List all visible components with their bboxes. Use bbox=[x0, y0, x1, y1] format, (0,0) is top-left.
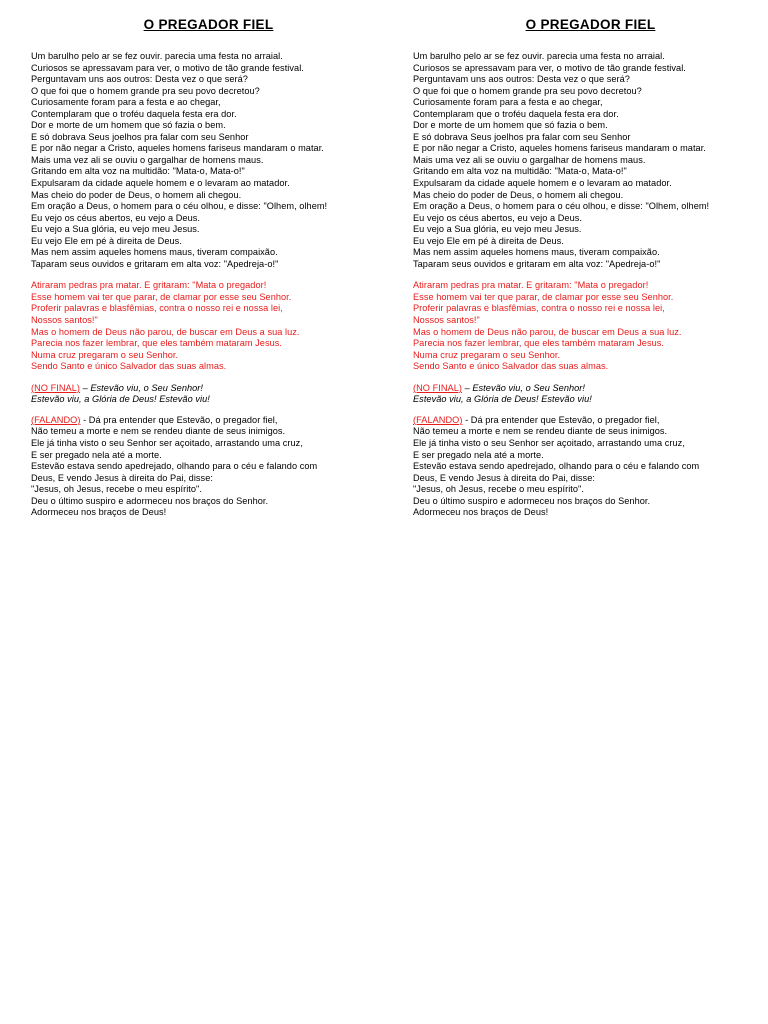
chorus-line: Esse homem vai ter que parar, de clamar por esse seu Senhor. bbox=[413, 291, 674, 302]
verse-line: Curiosos se apressavam para ver, o motivo de tão grande festival. bbox=[413, 62, 686, 73]
verse-line: Contemplaram que o troféu daquela festa era dor. bbox=[31, 108, 237, 119]
chorus-line: Sendo Santo e único Salvador das suas almas. bbox=[413, 361, 609, 372]
verse-line: E só dobrava Seus joelhos pra falar com seu Senhor bbox=[31, 131, 249, 142]
spoken-line: Deus, E vendo Jesus à direita do Pai, disse: bbox=[31, 472, 213, 483]
verse-block bbox=[413, 51, 768, 270]
verse-line: Eu vejo a Sua glória, eu vejo meu Jesus. bbox=[413, 224, 582, 235]
ending-block bbox=[413, 383, 768, 406]
verse-line: Curiosamente foram para a festa e ao chegar, bbox=[413, 97, 603, 108]
chorus-line: Mas o homem de Deus não parou, de buscar em Deus a sua luz. bbox=[413, 326, 682, 337]
spoken-line: Adormeceu nos braços de Deus! bbox=[413, 507, 549, 518]
spoken-line: Deus, E vendo Jesus à direita do Pai, disse: bbox=[413, 472, 595, 483]
verse-line: Eu vejo Ele em pé à direita de Deus. bbox=[31, 235, 182, 246]
chorus-line: Proferir palavras e blasfêmias, contra o nosso rei e nossa lei, bbox=[31, 303, 283, 314]
spoken-line: Estevão estava sendo apedrejado, olhando para o céu e falando com bbox=[31, 461, 318, 472]
spoken-line: "Jesus, oh Jesus, recebe o meu espírito". bbox=[413, 484, 584, 495]
verse-line: Curiosos se apressavam para ver, o motivo de tão grande festival. bbox=[31, 62, 304, 73]
spoken-block bbox=[413, 415, 768, 519]
ending-tag: (NO FINAL) bbox=[413, 382, 462, 393]
chorus-line: Atiraram pedras pra matar. E gritaram: "Mata o pregador! bbox=[31, 280, 267, 291]
spoken-line: Adormeceu nos braços de Deus! bbox=[31, 507, 167, 518]
chorus-line: Esse homem vai ter que parar, de clamar por esse seu Senhor. bbox=[31, 291, 292, 302]
chorus-line: Numa cruz pregaram o seu Senhor. bbox=[31, 349, 179, 360]
verse-line: Perguntavam uns aos outros: Desta vez o que será? bbox=[413, 74, 630, 85]
song-title: O PREGADOR FIEL bbox=[143, 17, 274, 32]
spoken-block bbox=[31, 415, 386, 519]
ending-line-1-text: – Estevão viu, o Seu Senhor! bbox=[462, 382, 586, 393]
spoken-line-1-text: - Dá pra entender que Estevão, o pregador fiel, bbox=[462, 414, 660, 425]
spoken-line: E ser pregado nela até a morte. bbox=[31, 449, 162, 460]
verse-line: Taparam seus ouvidos e gritaram em alta voz: "Apedreja-o!" bbox=[413, 258, 661, 269]
verse-line: Mas nem assim aqueles homens maus, tiveram compaixão. bbox=[31, 247, 278, 258]
verse-line: Expulsaram da cidade aquele homem e o levaram ao matador. bbox=[31, 178, 290, 189]
chorus-line: Sendo Santo e único Salvador das suas almas. bbox=[31, 361, 227, 372]
spoken-tag: (FALANDO) bbox=[413, 414, 463, 425]
spoken-line: Não temeu a morte e nem se rendeu diante de seus inimigos. bbox=[31, 426, 286, 437]
chorus-block bbox=[413, 280, 768, 372]
verse-line: Dor e morte de um homem que só fazia o bem. bbox=[31, 120, 226, 131]
lyrics-column-right bbox=[413, 17, 768, 519]
verse-line: Curiosamente foram para a festa e ao chegar, bbox=[31, 97, 221, 108]
ending-line-2: Estevão viu, a Glória de Deus! Estevão viu! bbox=[31, 394, 210, 405]
verse-line: Mas cheio do poder de Deus, o homem ali chegou. bbox=[31, 189, 242, 200]
chorus-line: Atiraram pedras pra matar. E gritaram: "Mata o pregador! bbox=[413, 280, 649, 291]
ending-line-1 bbox=[413, 383, 768, 395]
spoken-line: Ele já tinha visto o seu Senhor ser açoitado, arrastando uma cruz, bbox=[31, 437, 303, 448]
chorus-line: Numa cruz pregaram o seu Senhor. bbox=[413, 349, 561, 360]
verse-line: Eu vejo os céus abertos, eu vejo a Deus. bbox=[413, 212, 583, 223]
spoken-line-1-text: - Dá pra entender que Estevão, o pregador fiel, bbox=[80, 414, 278, 425]
verse-line: E por não negar a Cristo, aqueles homens fariseus mandaram o matar. bbox=[413, 143, 706, 154]
chorus-block bbox=[31, 280, 386, 372]
chorus-line: Nossos santos!" bbox=[31, 315, 98, 326]
verse-line: Gritando em alta voz na multidão: "Mata-o, Mata-o!" bbox=[31, 166, 245, 177]
ending-line-1 bbox=[31, 383, 386, 395]
verse-block bbox=[31, 51, 386, 270]
verse-line: Em oração a Deus, o homem para o céu olhou, e disse: "Olhem, olhem! bbox=[31, 201, 328, 212]
ending-tag: (NO FINAL) bbox=[31, 382, 80, 393]
verse-line: O que foi que o homem grande pra seu povo decretou? bbox=[31, 85, 260, 96]
verse-line: Contemplaram que o troféu daquela festa era dor. bbox=[413, 108, 619, 119]
verse-line: Mais uma vez ali se ouviu o gargalhar de homens maus. bbox=[413, 154, 646, 165]
ending-block bbox=[31, 383, 386, 406]
spoken-tag: (FALANDO) bbox=[31, 414, 81, 425]
spoken-line-1 bbox=[413, 415, 768, 427]
ending-line-2: Estevão viu, a Glória de Deus! Estevão viu! bbox=[413, 394, 592, 405]
verse-line: Um barulho pelo ar se fez ouvir. parecia uma festa no arraial. bbox=[31, 51, 283, 61]
chorus-line: Proferir palavras e blasfêmias, contra o nosso rei e nossa lei, bbox=[413, 303, 665, 314]
verse-line: Eu vejo Ele em pé à direita de Deus. bbox=[413, 235, 564, 246]
chorus-line: Mas o homem de Deus não parou, de buscar em Deus a sua luz. bbox=[31, 326, 300, 337]
verse-line: Mas cheio do poder de Deus, o homem ali chegou. bbox=[413, 189, 624, 200]
verse-line: Gritando em alta voz na multidão: "Mata-o, Mata-o!" bbox=[413, 166, 627, 177]
spoken-line: Deu o último suspiro e adormeceu nos braços do Senhor. bbox=[413, 495, 651, 506]
verse-line: Em oração a Deus, o homem para o céu olhou, e disse: "Olhem, olhem! bbox=[413, 201, 710, 212]
spoken-line: Estevão estava sendo apedrejado, olhando para o céu e falando com bbox=[413, 461, 700, 472]
verse-line: O que foi que o homem grande pra seu povo decretou? bbox=[413, 85, 642, 96]
verse-line: Mas nem assim aqueles homens maus, tiveram compaixão. bbox=[413, 247, 660, 258]
verse-line: Eu vejo a Sua glória, eu vejo meu Jesus. bbox=[31, 224, 200, 235]
verse-line: Um barulho pelo ar se fez ouvir. parecia uma festa no arraial. bbox=[413, 51, 665, 61]
verse-line: E só dobrava Seus joelhos pra falar com seu Senhor bbox=[413, 131, 631, 142]
verse-line: Dor e morte de um homem que só fazia o bem. bbox=[413, 120, 608, 131]
chorus-line: Nossos santos!" bbox=[413, 315, 480, 326]
verse-line: Mais uma vez ali se ouviu o gargalhar de homens maus. bbox=[31, 154, 264, 165]
spoken-line: E ser pregado nela até a morte. bbox=[413, 449, 544, 460]
spoken-line: Ele já tinha visto o seu Senhor ser açoitado, arrastando uma cruz, bbox=[413, 437, 685, 448]
chorus-line: Parecia nos fazer lembrar, que eles também mataram Jesus. bbox=[413, 338, 665, 349]
spoken-line: Deu o último suspiro e adormeceu nos braços do Senhor. bbox=[31, 495, 269, 506]
verse-line: Eu vejo os céus abertos, eu vejo a Deus. bbox=[31, 212, 201, 223]
ending-line-1-text: – Estevão viu, o Seu Senhor! bbox=[80, 382, 204, 393]
verse-line: E por não negar a Cristo, aqueles homens fariseus mandaram o matar. bbox=[31, 143, 324, 154]
lyrics-column-left bbox=[31, 17, 386, 519]
verse-line: Taparam seus ouvidos e gritaram em alta voz: "Apedreja-o!" bbox=[31, 258, 279, 269]
verse-line: Perguntavam uns aos outros: Desta vez o que será? bbox=[31, 74, 248, 85]
spoken-line-1 bbox=[31, 415, 386, 427]
spoken-line: "Jesus, oh Jesus, recebe o meu espírito". bbox=[31, 484, 202, 495]
spoken-line: Não temeu a morte e nem se rendeu diante de seus inimigos. bbox=[413, 426, 668, 437]
song-title: O PREGADOR FIEL bbox=[525, 17, 656, 32]
verse-line: Expulsaram da cidade aquele homem e o levaram ao matador. bbox=[413, 178, 672, 189]
chorus-line: Parecia nos fazer lembrar, que eles também mataram Jesus. bbox=[31, 338, 283, 349]
